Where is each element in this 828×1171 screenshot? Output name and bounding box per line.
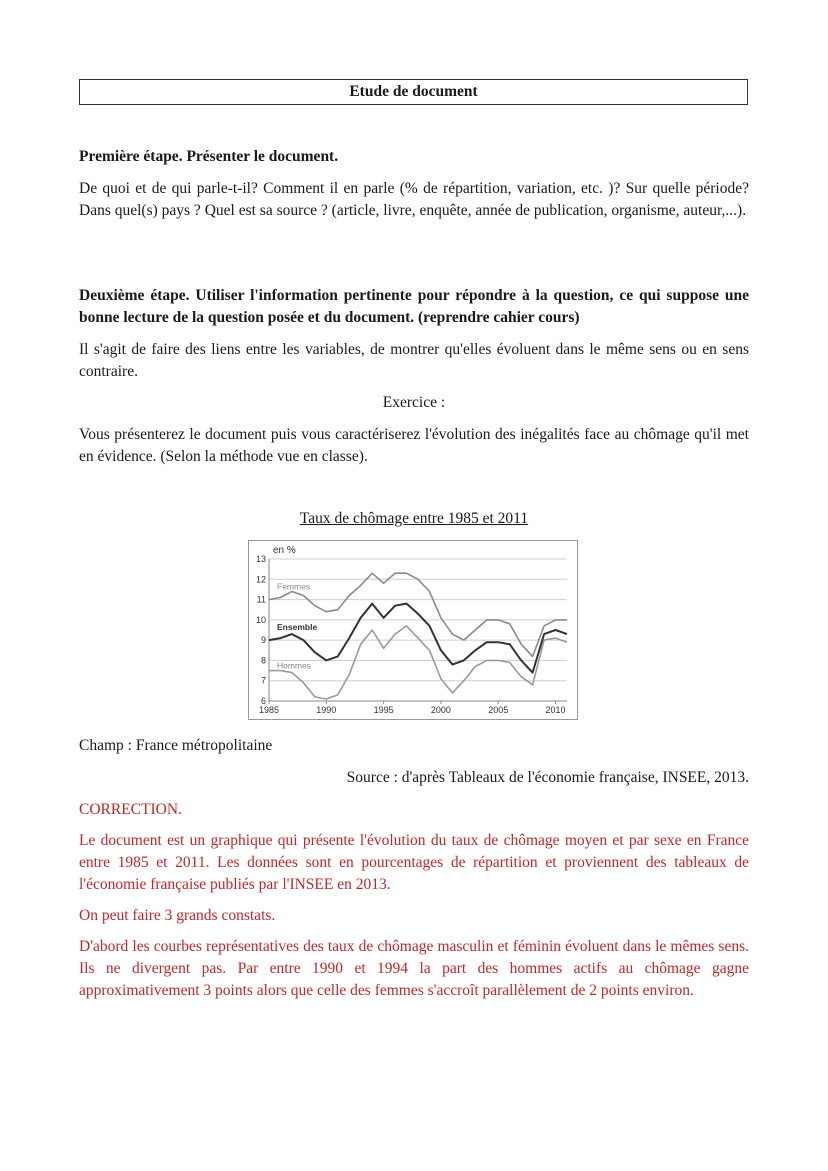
x-tick-label: 2000	[430, 705, 451, 715]
chart-title: Taux de chômage entre 1985 et 2011	[299, 510, 529, 527]
step2-text: Il s'agit de faire des liens entre les variables, de montrer qu'elles évoluent dans le même sens ou en sens contraire.	[79, 341, 749, 380]
correction-heading: CORRECTION.	[79, 801, 182, 818]
chart-frame	[248, 540, 578, 720]
step1-text: De quoi et de qui parle-t-il? Comment il en parle (% de répartition, variation, etc. )? Sur quelle période? Dans quel(s) pays ? Quel est sa source ? (article, livre, enquête, année de publication, organisme, auteur,...).	[79, 180, 749, 219]
correction-paragraph-2: On peut faire 3 grands constats.	[79, 907, 276, 924]
x-tick-label: 2010	[545, 705, 566, 715]
x-tick-label: 2005	[488, 705, 509, 715]
y-tick-label: 12	[255, 574, 266, 585]
y-tick-label: 10	[255, 614, 266, 625]
y-tick-label: 9	[260, 635, 266, 646]
step1-section	[79, 146, 749, 222]
y-tick-label: 13	[255, 554, 266, 564]
series-label-ensemble: Ensemble	[277, 622, 318, 632]
x-tick-label: 1985	[258, 705, 280, 715]
step2-section	[79, 285, 749, 383]
series-label-femmes: Femmes	[277, 581, 311, 592]
step1-heading: Première étape. Présenter le document.	[79, 148, 339, 165]
y-tick-label: 6	[260, 696, 266, 706]
correction-section	[79, 799, 749, 1002]
y-tick-label: 11	[256, 594, 266, 605]
step2-heading: Deuxième étape. Utiliser l'information pertinente pour répondre à la question, ce qui suppose une bonne lecture de la question posée et du document. (reprendre cahier cours)	[79, 287, 749, 326]
correction-paragraph-1: Le document est un graphique qui présente l'évolution du taux de chômage moyen et par sexe en France entre 1985 et 2011. Les données sont en pourcentages de répartition et proviennent des tableaux de l'économie française publiés par l'INSEE en 2013.	[79, 832, 749, 893]
x-tick-label: 1990	[316, 705, 337, 715]
x-tick-label: 1995	[373, 705, 394, 715]
champ-text: Champ : France métropolitaine	[79, 737, 273, 754]
y-tick-label: 8	[260, 655, 266, 666]
document-title: Etude de document	[79, 79, 748, 105]
series-label-hommes: Hommes	[277, 660, 312, 671]
exercise-text: Vous présenterez le document puis vous caractériserez l'évolution des inégalités face au chômage qu'il met en évidence. (Selon la méthode vue en classe).	[79, 426, 749, 465]
exercise-section	[79, 392, 749, 468]
exercise-label: Exercice :	[382, 394, 446, 411]
y-axis-label: en %	[273, 545, 296, 556]
source-text: Source : d'après Tableaux de l'économie française, INSEE, 2013.	[346, 769, 749, 786]
correction-paragraph-3: D'abord les courbes représentatives des taux de chômage masculin et féminin évoluent dans le mêmes sens. Ils ne divergent pas. Par entre 1990 et 1994 la part des hommes actifs au chômage gagne approximativement 3 points alors que celle des femmes s'accroît parallèlement de 2 points environ.	[79, 938, 749, 999]
champ-line	[79, 735, 749, 757]
y-tick-label: 7	[260, 675, 266, 686]
source-line	[79, 767, 749, 789]
unemployment-line-chart	[249, 541, 577, 719]
